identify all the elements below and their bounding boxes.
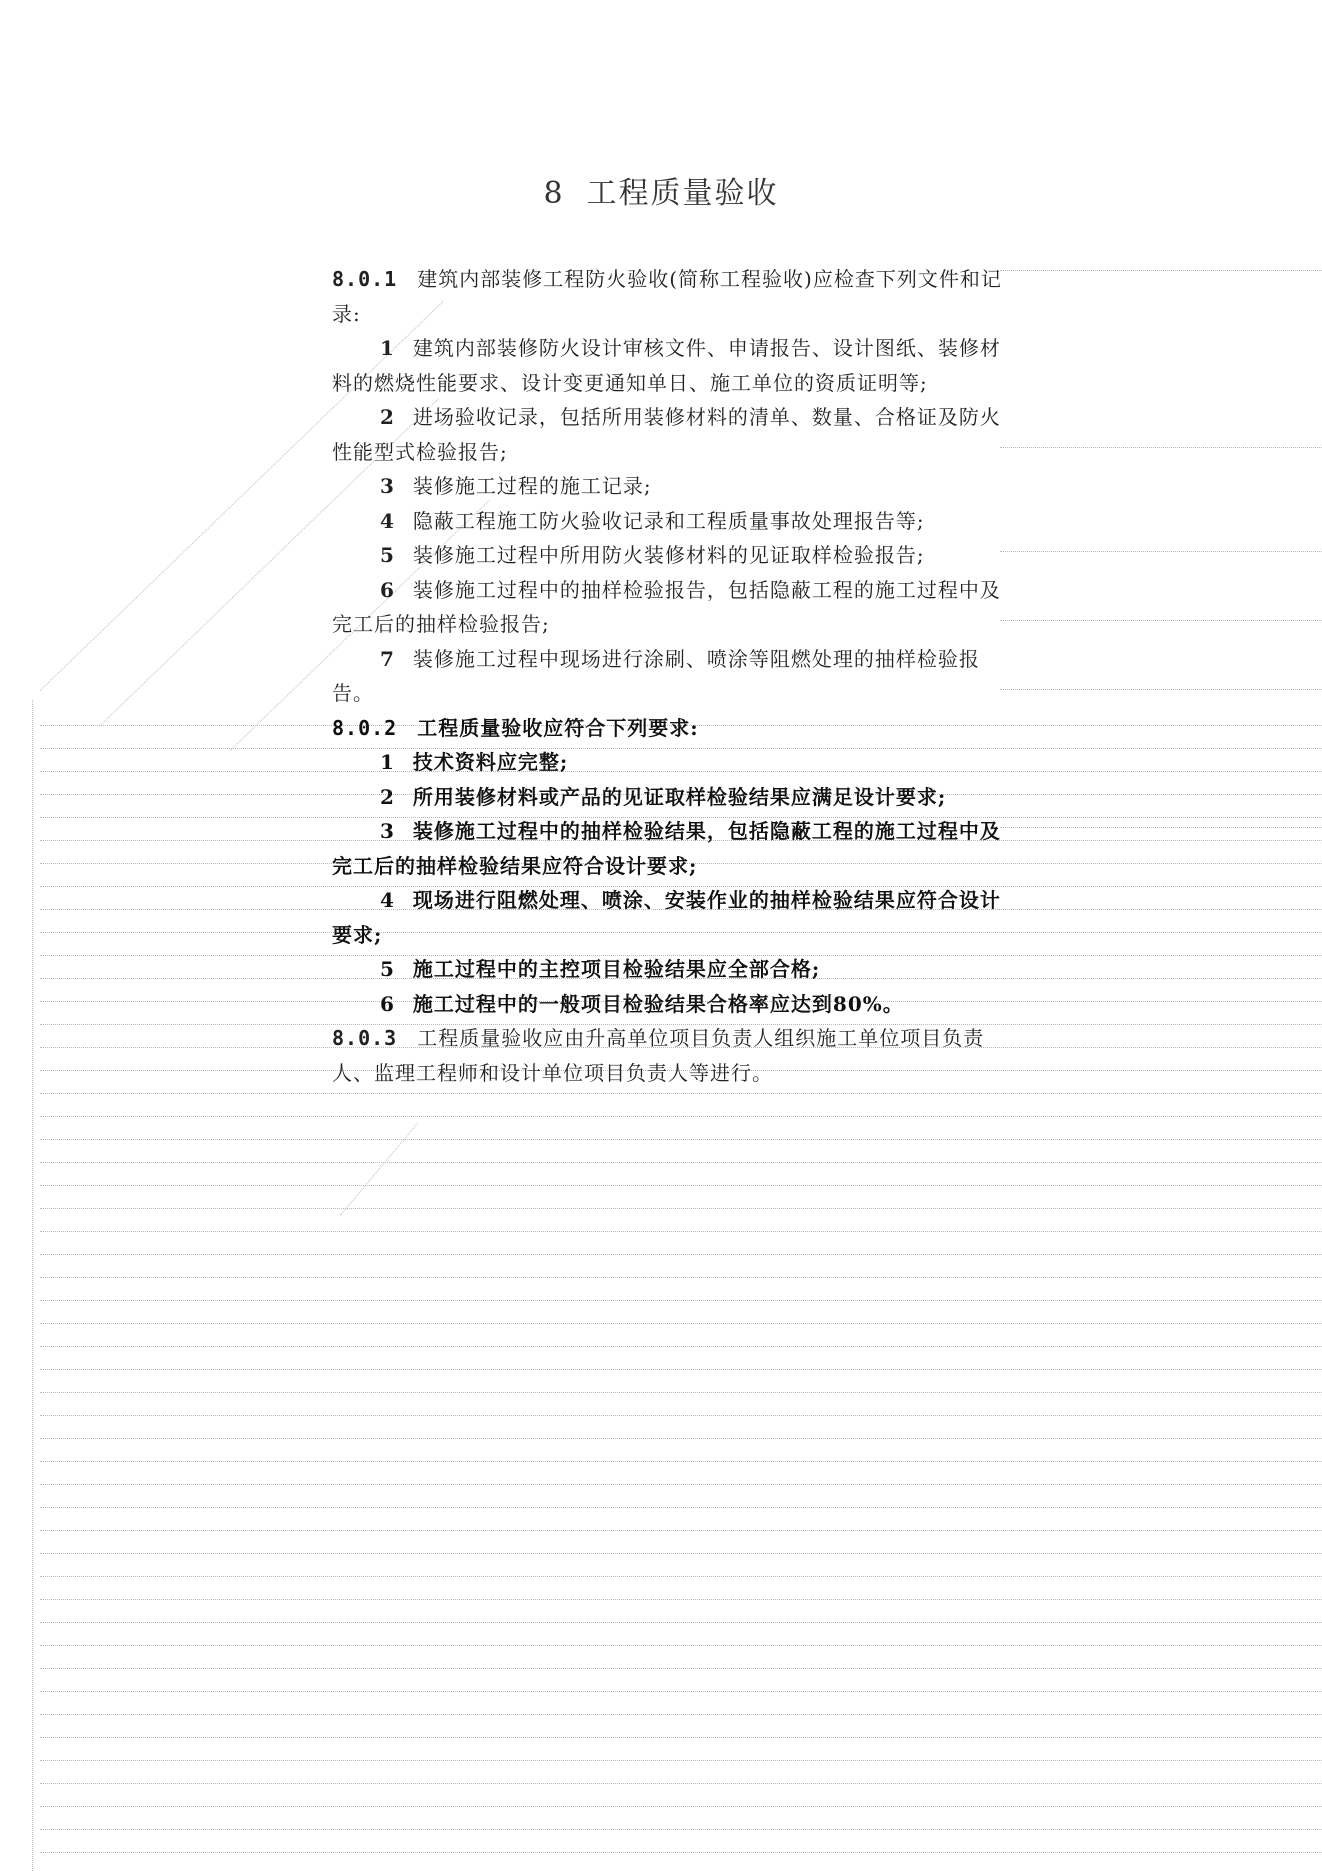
- item-text: 装修施工过程中的抽样检验结果，包括隐蔽工程的施工过程中及完工后的抽样检验结果应符合设计要求;: [332, 819, 1001, 878]
- item-text: 进场验收记录，包括所用装修材料的清单、数量、合格证及防火性能型式检验报告;: [332, 405, 1001, 464]
- dotted-line: [40, 1737, 1322, 1738]
- list-item: [332, 573, 1004, 642]
- list-item: [332, 780, 1004, 815]
- dotted-line: [40, 1691, 1322, 1692]
- item-number: 2: [380, 405, 395, 429]
- item-text: 所用装修材料或产品的见证取样检验结果应满足设计要求;: [412, 784, 947, 809]
- dotted-diagonal: [340, 1123, 418, 1216]
- dotted-line: [40, 1852, 1322, 1853]
- clause-number: 8.0.2: [332, 715, 398, 740]
- dotted-line: [40, 1277, 1322, 1278]
- dotted-line: [1000, 827, 1322, 828]
- dotted-line: [40, 1806, 1322, 1807]
- dotted-line: [1000, 689, 1322, 690]
- document-body: [332, 262, 1004, 1090]
- item-number: 5: [380, 543, 395, 567]
- dotted-line: [40, 1599, 1322, 1600]
- dotted-line: [40, 1461, 1322, 1462]
- item-number: 7: [380, 646, 395, 671]
- item-number: 3: [380, 819, 395, 843]
- item-number: 6: [380, 991, 395, 1016]
- item-text: 装修施工过程中现场进行涂刷、喷涂等阻燃处理的抽样检验报告。: [332, 646, 980, 705]
- dotted-line: [40, 1484, 1322, 1485]
- item-text: 隐蔽工程施工防火验收记录和工程质量事故处理报告等;: [412, 508, 925, 533]
- list-item: [332, 883, 1004, 952]
- dotted-line: [40, 1829, 1322, 1830]
- chapter-number: 8: [543, 176, 565, 211]
- clause-text: 工程质量验收应符合下列要求:: [417, 715, 699, 740]
- list-item: [332, 331, 1004, 400]
- dotted-line: [1000, 551, 1322, 552]
- dotted-line: [1000, 270, 1322, 271]
- dotted-line: [40, 1714, 1322, 1715]
- dotted-line: [40, 1576, 1322, 1577]
- dotted-line: [40, 1093, 1322, 1094]
- item-number: 2: [380, 784, 395, 809]
- dotted-line: [40, 1622, 1322, 1623]
- dotted-line: [40, 1507, 1322, 1508]
- clause-number: 8.0.3: [332, 1026, 398, 1050]
- item-number: 6: [380, 577, 395, 602]
- item-number: 3: [380, 474, 395, 498]
- dotted-line: [40, 1415, 1322, 1416]
- list-item: [332, 952, 1004, 987]
- clause-text: 建筑内部装修工程防火验收(简称工程验收)应检查下列文件和记录:: [332, 267, 1002, 326]
- dotted-line: [40, 1553, 1322, 1554]
- item-text: 技术资料应完整;: [412, 750, 569, 774]
- dotted-line: [40, 1369, 1322, 1370]
- dotted-line: [40, 1530, 1322, 1531]
- dotted-line: [40, 1323, 1322, 1324]
- chapter-title-text: 工程质量验收: [586, 176, 779, 211]
- clause-8-0-2: [332, 711, 1004, 746]
- list-item: [332, 538, 1004, 573]
- dotted-line: [40, 1668, 1322, 1669]
- dotted-line: [1000, 447, 1322, 448]
- dotted-line: [40, 1346, 1322, 1347]
- list-item: [332, 987, 1004, 1022]
- dotted-line: [1000, 620, 1322, 621]
- item-number: 4: [380, 508, 395, 533]
- item-text: 建筑内部装修防火设计审核文件、申请报告、设计图纸、装修材料的燃烧性能要求、设计变更通知单日、施工单位的资质证明等;: [332, 336, 1001, 395]
- item-number: 5: [380, 957, 395, 981]
- dotted-line: [40, 1300, 1322, 1301]
- item-text: 施工过程中的一般项目检验结果合格率应达到80%。: [412, 991, 904, 1016]
- item-text: 现场进行阻燃处理、喷涂、安装作业的抽样检验结果应符合设计要求;: [332, 888, 1001, 947]
- dotted-line: [40, 1254, 1322, 1255]
- dotted-line: [40, 1438, 1322, 1439]
- clause-number: 8.0.1: [332, 267, 398, 291]
- item-text: 装修施工过程中的抽样检验报告，包括隐蔽工程的施工过程中及完工后的抽样检验报告;: [332, 577, 1001, 636]
- dotted-line: [40, 1162, 1322, 1163]
- item-number: 1: [380, 336, 395, 360]
- item-text: 装修施工过程的施工记录;: [412, 474, 652, 498]
- dotted-line: [40, 1783, 1322, 1784]
- chapter-heading: [0, 168, 1322, 212]
- left-dotted-edge: [32, 700, 33, 1871]
- list-item: [332, 504, 1004, 539]
- list-item: [332, 642, 1004, 711]
- clause-text: 工程质量验收应由升高单位项目负责人组织施工单位项目负责人、监理工程师和设计单位项目负责人等进行。: [332, 1026, 985, 1085]
- list-item: [332, 814, 1004, 883]
- item-text: 施工过程中的主控项目检验结果应全部合格;: [412, 957, 821, 981]
- item-text: 装修施工过程中所用防火装修材料的见证取样检验报告;: [412, 543, 925, 567]
- dotted-line: [40, 1116, 1322, 1117]
- dotted-line: [40, 1208, 1322, 1209]
- dotted-line: [40, 1185, 1322, 1186]
- dotted-line: [40, 1760, 1322, 1761]
- dotted-line: [40, 1392, 1322, 1393]
- dotted-line: [40, 1645, 1322, 1646]
- clause-8-0-3: [332, 1021, 1004, 1090]
- item-number: 4: [380, 888, 395, 912]
- list-item: [332, 745, 1004, 780]
- list-item: [332, 400, 1004, 469]
- list-item: [332, 469, 1004, 504]
- dotted-line: [40, 1231, 1322, 1232]
- dotted-line: [40, 1139, 1322, 1140]
- item-number: 1: [380, 750, 395, 774]
- clause-8-0-1: [332, 262, 1004, 331]
